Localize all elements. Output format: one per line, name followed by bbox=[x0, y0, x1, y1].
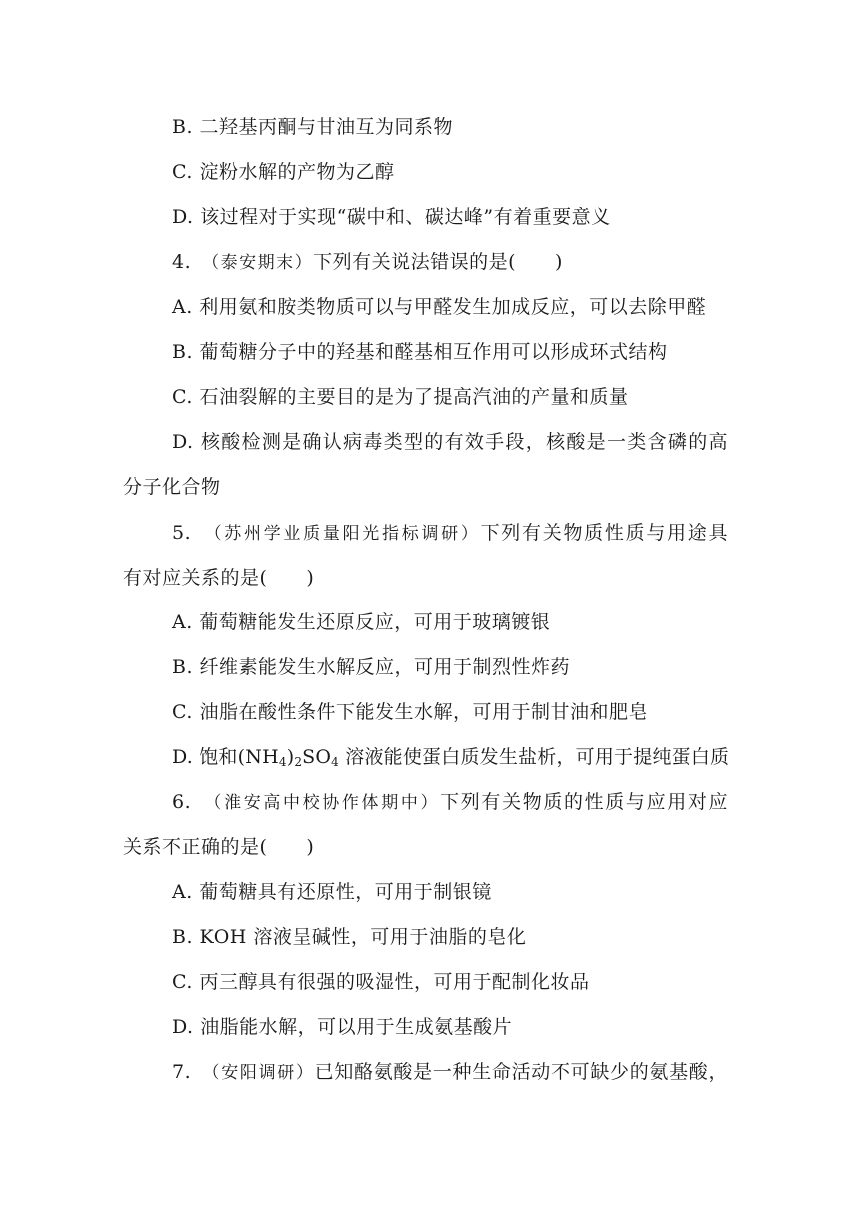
q6-option-b: B. KOH 溶液呈碱性，可用于油脂的皂化 bbox=[172, 926, 527, 948]
formula-prefix: D. 饱和(NH bbox=[172, 746, 279, 768]
q5-option-c: C. 油脂在酸性条件下能发生水解，可用于制甘油和肥皂 bbox=[172, 701, 648, 723]
q6-option-c: C. 丙三醇具有很强的吸湿性，可用于配制化妆品 bbox=[172, 971, 590, 993]
formula-sub-3: 4 bbox=[331, 755, 339, 769]
q6-stem-line2: 关系不正确的是( ) bbox=[123, 836, 315, 858]
q5-stem-line1 bbox=[172, 521, 728, 546]
formula-sub-2: 2 bbox=[294, 755, 303, 769]
q4-option-d-line2: 分子化合物 bbox=[123, 476, 221, 498]
q4-number: 4. bbox=[172, 251, 211, 273]
q5-option-d bbox=[172, 745, 729, 774]
q6-number: 6. bbox=[172, 791, 213, 813]
q4-option-a: A. 利用氨和胺类物质可以与甲醛发生加成反应，可以去除甲醛 bbox=[172, 296, 707, 318]
q3-option-b: B. 二羟基丙酮与甘油互为同系物 bbox=[172, 116, 454, 138]
q5-number: 5. bbox=[172, 522, 214, 544]
q5-source: （苏州学业质量阳光指标调研） bbox=[213, 524, 481, 544]
q7-source: （安阳调研） bbox=[211, 1063, 315, 1083]
q6-stem-line1 bbox=[172, 790, 728, 815]
q3-option-c: C. 淀粉水解的产物为乙醇 bbox=[172, 161, 395, 183]
q3-option-d: D. 该过程对于实现“碳中和、碳达峰”有着重要意义 bbox=[172, 206, 611, 228]
q4-option-c: C. 石油裂解的主要目的是为了提高汽油的产量和质量 bbox=[172, 386, 629, 408]
q4-option-d-line1: D. 核酸检测是确认病毒类型的有效手段，核酸是一类含磷的高 bbox=[172, 431, 728, 453]
formula-paren: ) bbox=[286, 746, 295, 768]
q5-stem-line2: 有对应关系的是( ) bbox=[123, 567, 315, 589]
q7-text: 已知酪氨酸是一种生命活动不可缺少的氨基酸， bbox=[314, 1061, 728, 1083]
formula-sub-1: 4 bbox=[278, 755, 287, 769]
q4-source: （泰安期末） bbox=[210, 253, 314, 273]
q5-option-b: B. 纤维素能发生水解反应，可用于制烈性炸药 bbox=[172, 656, 571, 678]
q6-source: （淮安高中校协作体期中） bbox=[212, 793, 441, 813]
formula-so: SO bbox=[302, 746, 332, 768]
q5-text: 下列有关物质性质与用途具 bbox=[480, 522, 728, 544]
q7-number: 7. bbox=[172, 1061, 212, 1083]
q5-option-a: A. 葡萄糖能发生还原反应，可用于玻璃镀银 bbox=[172, 611, 551, 633]
q4-option-b: B. 葡萄糖分子中的羟基和醛基相互作用可以形成环式结构 bbox=[172, 341, 668, 363]
q4-stem bbox=[172, 250, 563, 275]
q6-option-a: A. 葡萄糖具有还原性，可用于制银镜 bbox=[172, 881, 492, 903]
q6-text: 下列有关物质的性质与应用对应 bbox=[440, 791, 728, 813]
formula-suffix: 溶液能使蛋白质发生盐析，可用于提纯蛋白质 bbox=[339, 746, 730, 768]
q4-text: 下列有关说法错误的是( ) bbox=[313, 251, 563, 273]
q7-stem-line1 bbox=[172, 1060, 728, 1085]
q6-option-d: D. 油脂能水解，可以用于生成氨基酸片 bbox=[172, 1016, 513, 1038]
